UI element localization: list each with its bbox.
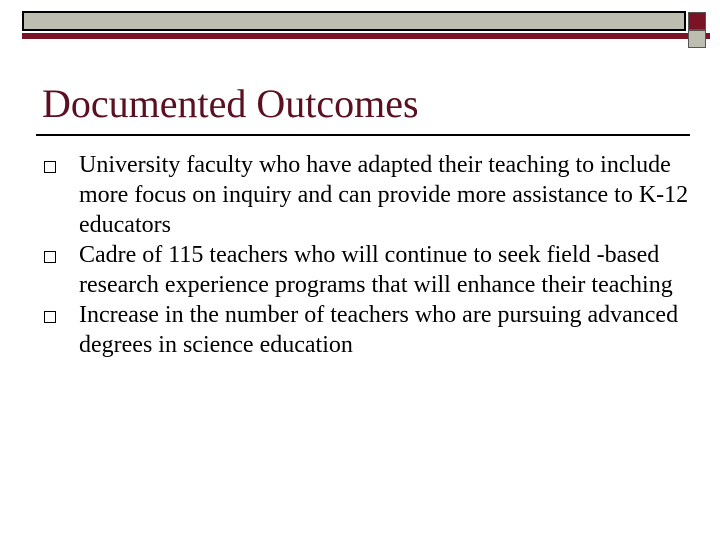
bullet-text: University faculty who have adapted their teaching to include more focus on inquiry and can provide more assistance to K-12 educators bbox=[79, 152, 689, 238]
slide-title: Documented Outcomes bbox=[42, 81, 419, 126]
title-divider bbox=[36, 134, 690, 136]
bullet-item bbox=[42, 300, 692, 360]
square-bullet-icon bbox=[44, 161, 56, 173]
corner-square-neutral bbox=[688, 30, 706, 48]
square-bullet-icon bbox=[44, 251, 56, 263]
bullet-item bbox=[42, 240, 692, 300]
bullet-list bbox=[42, 150, 692, 360]
header-accent-line bbox=[22, 33, 710, 39]
header-decoration-bar bbox=[22, 11, 686, 31]
bullet-item bbox=[42, 150, 692, 240]
corner-square-accent bbox=[688, 12, 706, 30]
square-bullet-icon bbox=[44, 311, 56, 323]
bullet-text: Cadre of 115 teachers who will continue to seek field -based research experience programs that will enhance their teaching bbox=[79, 242, 673, 298]
bullet-text: Increase in the number of teachers who are pursuing advanced degrees in science education bbox=[79, 302, 679, 358]
